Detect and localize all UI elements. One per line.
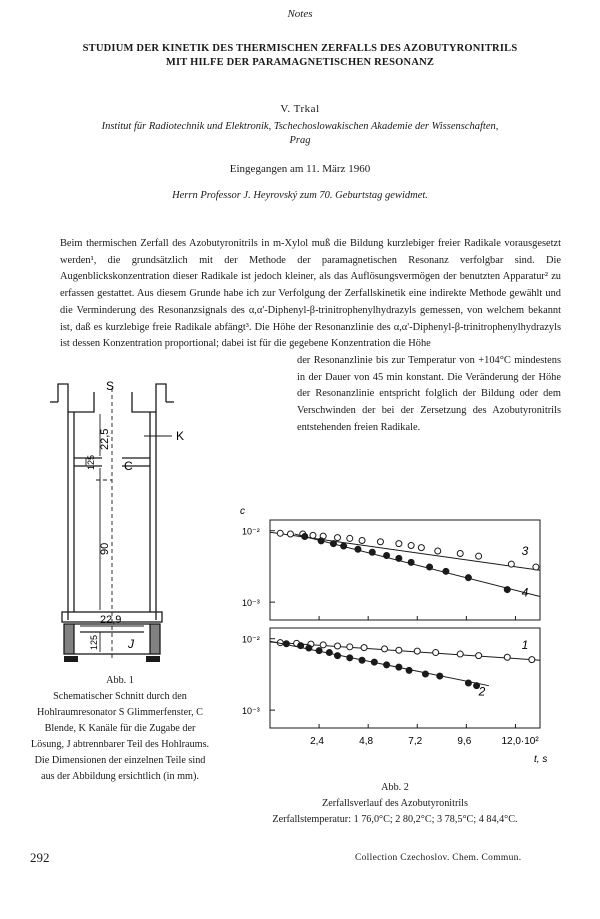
data-point-series-4 bbox=[396, 555, 402, 561]
dedication: Herrn Professor J. Heyrovský zum 70. Geburtstag gewidmet. bbox=[172, 190, 428, 201]
dim-125-top: 125 bbox=[86, 454, 96, 470]
y-tick-label-top: 10⁻³ bbox=[242, 598, 260, 609]
figure-2-title: Abb. 2 bbox=[381, 782, 409, 793]
y-tick-label-top: 10⁻² bbox=[242, 526, 260, 537]
data-point-series-2 bbox=[422, 671, 428, 677]
figure-2-chart bbox=[228, 500, 568, 775]
data-point-series-3 bbox=[408, 543, 414, 549]
data-point-series-1 bbox=[457, 651, 463, 657]
data-point-series-3 bbox=[476, 553, 482, 559]
data-point-series-4 bbox=[355, 546, 361, 552]
data-point-series-3 bbox=[359, 537, 365, 543]
dim-125-bottom: 125 bbox=[89, 634, 99, 650]
data-point-series-3 bbox=[435, 548, 441, 554]
data-point-series-2 bbox=[316, 648, 322, 654]
figure-1-description: Schematischer Schnitt durch den Hohlraumresonator S Glimmerfenster, C Blende, K Kanäle für die Zugabe der Lösung, J abtrennbarer Teil des Hohlraums. Die Dimensionen der einzelnen Teile sind aus der Abbildung ersichtlich (in mm). bbox=[30, 691, 210, 782]
data-point-series-3 bbox=[347, 535, 353, 541]
x-axis-label: t, s bbox=[534, 754, 548, 765]
x-tick-label: 9,6 bbox=[457, 736, 472, 747]
data-point-series-3 bbox=[287, 531, 293, 537]
title-line-2: MIT HILFE DER PARAMAGNETISCHEN RESONANZ bbox=[165, 57, 435, 68]
data-point-series-2 bbox=[335, 653, 341, 659]
figure-1-title: Abb. 1 bbox=[106, 675, 134, 686]
data-point-series-3 bbox=[335, 535, 341, 541]
data-point-series-3 bbox=[508, 561, 514, 567]
label-J: J bbox=[128, 637, 134, 651]
dim-22-9: 22,9 bbox=[100, 614, 122, 626]
y-tick-label-bottom: 10⁻² bbox=[242, 634, 260, 645]
chart-plot-area bbox=[240, 506, 547, 765]
data-point-series-1 bbox=[414, 648, 420, 654]
data-point-series-2 bbox=[326, 650, 332, 656]
label-K: K bbox=[176, 429, 185, 443]
data-point-series-3 bbox=[457, 550, 463, 556]
journal-name: Collection Czechoslov. Chem. Commun. bbox=[355, 853, 522, 863]
affiliation-line-2: Prag bbox=[289, 135, 311, 146]
data-point-series-1 bbox=[529, 657, 535, 663]
data-point-series-2 bbox=[306, 645, 312, 651]
series-label-3: 3 bbox=[521, 543, 529, 558]
figure-2-caption bbox=[210, 780, 580, 828]
data-point-series-1 bbox=[396, 647, 402, 653]
data-point-series-4 bbox=[369, 549, 375, 555]
author-name: V. Trkal bbox=[280, 103, 320, 115]
y-tick-label-bottom: 10⁻³ bbox=[242, 706, 260, 717]
data-point-series-3 bbox=[418, 545, 424, 551]
body-paragraph-full: Beim thermischen Zerfall des Azobutyronitrils in m-Xylol muß die Bildung kurzlebiger freier Radikale vorausgesetzt werden¹, die grundsätzlich mit der Methode der paramagnetischen Resonanz verfolgbar sind. Die Augenblickskonzentration dieser Radikale ist jedoch kleiner, als das Auflösungsvermögen der benutzten Apparatur² zu erfassen gestattet. Aus diesem Grunde habe ich zur Verfolgung der Zerfallskinetik eine indirekte Methode gewählt und die Verminderung des Resonanzsignals des α,α'-Diphenyl-β-trinitrophenylhydrazyls gemessen, von welchem bekannt ist, daß es kurzlebige freie Radikale abfängt³. Die Höhe der Resonanzlinie des α,α'-Diphenyl-β-trinitrophenylhydrazyls ist dessen Konzentration proportional; dabei ist für die gegebene Konzentration die Höhe bbox=[60, 238, 561, 350]
affiliation bbox=[45, 120, 555, 148]
data-point-series-4 bbox=[465, 575, 471, 581]
data-point-series-2 bbox=[396, 664, 402, 670]
x-tick-label: 7,2 bbox=[408, 736, 423, 747]
data-point-series-3 bbox=[277, 530, 283, 536]
data-point-series-1 bbox=[476, 653, 482, 659]
article-title bbox=[40, 42, 560, 70]
data-point-series-2 bbox=[283, 641, 289, 647]
affiliation-line-1: Institut für Radiotechnik und Elektronik, Tschechoslowakischen Akademie der Wissenschaften, bbox=[101, 121, 499, 132]
data-point-series-2 bbox=[371, 659, 377, 665]
section-header: Notes bbox=[287, 8, 313, 20]
dim-90: 90 bbox=[99, 542, 111, 555]
data-point-series-4 bbox=[384, 552, 390, 558]
body-paragraph-right-column: der Resonanzlinie bis zur Temperatur von +104°C mindestens in der Dauer von 45 min konstant. Die Veränderung der Höhe der Resonanzlinie entspricht folglich der Bildung oder dem Verschwinden der bei der Zersetzung des Azobutyronitrils entstehenden freien Radikale. bbox=[297, 355, 561, 433]
data-point-series-4 bbox=[427, 564, 433, 570]
data-point-series-3 bbox=[396, 541, 402, 547]
label-C: C bbox=[124, 459, 133, 473]
y-axis-label: c bbox=[240, 506, 245, 517]
figure-1-schematic bbox=[40, 380, 190, 665]
data-point-series-1 bbox=[347, 644, 353, 650]
title-line-1: STUDIUM DER KINETIK DES THERMISCHEN ZERFALLS DES AZOBUTYRONITRILS bbox=[82, 43, 518, 54]
data-point-series-2 bbox=[406, 667, 412, 673]
series-label-2: 2 bbox=[478, 684, 486, 699]
data-point-series-1 bbox=[382, 646, 388, 652]
data-point-series-4 bbox=[408, 559, 414, 565]
data-point-series-4 bbox=[504, 587, 510, 593]
data-point-series-3 bbox=[310, 532, 316, 538]
data-point-series-2 bbox=[359, 657, 365, 663]
series-label-1: 1 bbox=[521, 637, 529, 652]
x-tick-label: 12,0·10² bbox=[501, 736, 539, 747]
data-point-series-4 bbox=[330, 541, 336, 547]
data-point-series-2 bbox=[465, 680, 471, 686]
data-point-series-3 bbox=[533, 564, 539, 570]
data-point-series-1 bbox=[433, 650, 439, 656]
x-tick-label: 4,8 bbox=[359, 736, 374, 747]
data-point-series-1 bbox=[504, 654, 510, 660]
figure-2-temperatures: Zerfallstemperatur: 1 76,0°C; 2 80,2°C; 3 78,5°C; 4 84,4°C. bbox=[272, 814, 518, 825]
page-number: 292 bbox=[30, 850, 50, 865]
x-tick-label: 2,4 bbox=[310, 736, 324, 747]
label-S: S bbox=[106, 380, 115, 393]
data-point-series-2 bbox=[384, 662, 390, 668]
data-point-series-4 bbox=[302, 533, 308, 539]
data-point-series-2 bbox=[298, 643, 304, 649]
received-date: Eingegangen am 11. März 1960 bbox=[229, 163, 371, 175]
data-point-series-4 bbox=[318, 538, 324, 544]
data-point-series-2 bbox=[347, 655, 353, 661]
figure-1-caption bbox=[30, 673, 210, 785]
data-point-series-4 bbox=[341, 543, 347, 549]
data-point-series-1 bbox=[335, 643, 341, 649]
data-point-series-3 bbox=[377, 539, 383, 545]
figure-2-subtitle: Zerfallsverlauf des Azobutyronitrils bbox=[322, 798, 468, 809]
series-label-4: 4 bbox=[521, 585, 529, 600]
dim-22-5: 22,5 bbox=[99, 428, 111, 450]
data-point-series-4 bbox=[443, 568, 449, 574]
data-point-series-1 bbox=[320, 642, 326, 648]
data-point-series-1 bbox=[361, 645, 367, 651]
data-point-series-2 bbox=[437, 673, 443, 679]
